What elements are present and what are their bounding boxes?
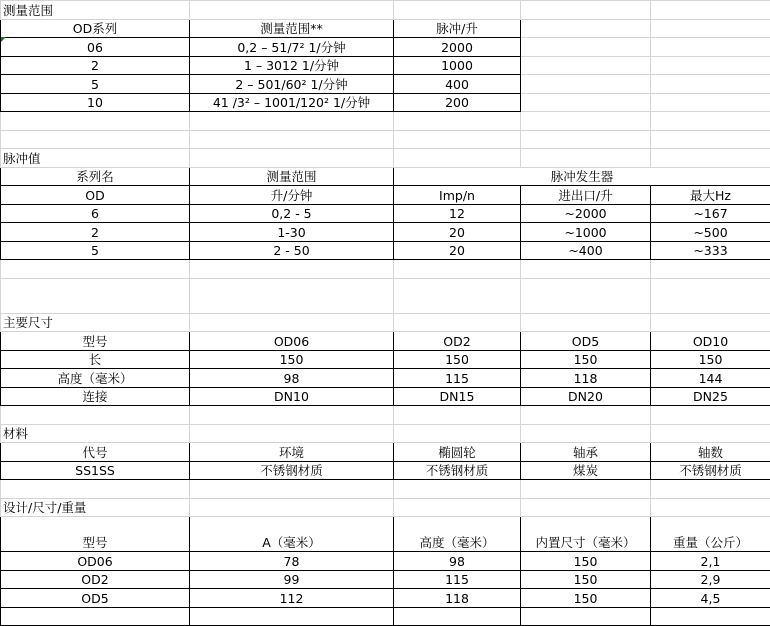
cell[interactable]	[521, 75, 651, 94]
cell[interactable]	[521, 130, 651, 149]
cell[interactable]	[521, 19, 651, 38]
cell[interactable]	[190, 498, 394, 517]
cell[interactable]	[651, 93, 770, 112]
cell[interactable]: 2	[1, 56, 190, 75]
cell[interactable]	[521, 38, 651, 57]
sheet-row	[1, 167, 770, 186]
cell[interactable]: ~167	[651, 204, 770, 223]
header-cell[interactable]: 进出口/升	[521, 186, 651, 205]
cell[interactable]: 4,5	[651, 589, 770, 608]
cell[interactable]	[521, 112, 651, 131]
cell[interactable]	[190, 112, 394, 131]
cell[interactable]: 5	[1, 241, 190, 260]
cell[interactable]: 41 /3² – 1001/120² 1/分钟	[190, 93, 394, 112]
sheet-row	[1, 19, 770, 38]
cell[interactable]: 6	[1, 204, 190, 223]
cell[interactable]: 10	[1, 93, 190, 112]
cell[interactable]: ~500	[651, 223, 770, 242]
cell[interactable]	[394, 1, 521, 20]
cell[interactable]: 150	[521, 570, 651, 589]
cell[interactable]: DN25	[651, 387, 770, 406]
header-cell[interactable]: 内置尺寸（毫米）	[521, 517, 651, 552]
cell[interactable]	[651, 278, 770, 313]
cell[interactable]	[1, 607, 190, 626]
cell[interactable]	[190, 278, 394, 313]
cell[interactable]: DN20	[521, 387, 651, 406]
cell[interactable]: 144	[651, 369, 770, 388]
cell[interactable]	[394, 498, 521, 517]
cell[interactable]	[394, 406, 521, 425]
cell[interactable]	[394, 480, 521, 499]
cell[interactable]: 煤炭	[521, 461, 651, 480]
cell[interactable]	[521, 278, 651, 313]
header-cell[interactable]: OD2	[394, 332, 521, 351]
cell[interactable]	[1, 112, 190, 131]
cell[interactable]: 2000	[394, 38, 521, 57]
cell[interactable]: 不锈钢材质	[190, 461, 394, 480]
sheet-row	[1, 607, 770, 626]
section-title-main-dimensions[interactable]: 主要尺寸	[1, 313, 190, 332]
sheet-row	[1, 406, 770, 425]
cell[interactable]	[190, 313, 394, 332]
cell[interactable]	[651, 480, 770, 499]
cell[interactable]: 5	[1, 75, 190, 94]
cell[interactable]	[190, 149, 394, 168]
cell[interactable]: 长	[1, 350, 190, 369]
cell[interactable]: 118	[394, 589, 521, 608]
header-cell[interactable]: 升/分钟	[190, 186, 394, 205]
table-row	[1, 332, 770, 351]
cell[interactable]	[651, 19, 770, 38]
cell[interactable]: 20	[394, 241, 521, 260]
cell[interactable]: 2	[1, 223, 190, 242]
header-cell[interactable]: OD系列	[1, 19, 190, 38]
cell[interactable]: 112	[190, 589, 394, 608]
cell[interactable]	[651, 130, 770, 149]
header-cell[interactable]: 轴承	[521, 443, 651, 462]
table-row	[1, 241, 770, 260]
cell[interactable]: 06	[1, 38, 190, 57]
cell[interactable]: 2,9	[651, 570, 770, 589]
header-cell[interactable]: OD	[1, 186, 190, 205]
cell[interactable]	[190, 607, 394, 626]
cell[interactable]	[651, 75, 770, 94]
section-title-measure-range[interactable]: 测量范围	[1, 1, 190, 20]
header-cell[interactable]: 环境	[190, 443, 394, 462]
cell[interactable]: 78	[190, 552, 394, 571]
cell[interactable]: ~1000	[521, 223, 651, 242]
cell[interactable]	[190, 260, 394, 279]
cell[interactable]: 1000	[394, 56, 521, 75]
sheet-row	[1, 424, 770, 443]
cell[interactable]	[651, 498, 770, 517]
cell[interactable]	[394, 130, 521, 149]
table-row	[1, 387, 770, 406]
cell[interactable]	[521, 1, 651, 20]
cell[interactable]: DN15	[394, 387, 521, 406]
cell[interactable]	[521, 424, 651, 443]
cell[interactable]: 150	[651, 350, 770, 369]
cell[interactable]	[651, 424, 770, 443]
sheet-row	[1, 260, 770, 279]
cell[interactable]: 150	[394, 350, 521, 369]
cell[interactable]	[521, 149, 651, 168]
cell[interactable]: 0,2 - 5	[190, 204, 394, 223]
cell[interactable]	[651, 406, 770, 425]
header-cell[interactable]: OD10	[651, 332, 770, 351]
cell[interactable]	[651, 260, 770, 279]
cell[interactable]	[394, 260, 521, 279]
cell[interactable]: ~2000	[521, 204, 651, 223]
sheet-row	[1, 480, 770, 499]
table-row	[1, 75, 770, 94]
cell[interactable]: 150	[521, 350, 651, 369]
table-row	[1, 350, 770, 369]
header-cell-merged[interactable]: 脉冲发生器	[394, 167, 770, 186]
sheet-row	[1, 186, 770, 205]
sheet-row	[1, 313, 770, 332]
header-cell[interactable]: Imp/n	[394, 186, 521, 205]
cell[interactable]: 1-30	[190, 223, 394, 242]
cell[interactable]	[651, 1, 770, 20]
table-row	[1, 461, 770, 480]
cell[interactable]: 2,1	[651, 552, 770, 571]
table-row	[1, 443, 770, 462]
cell[interactable]: 98	[190, 369, 394, 388]
table-row	[1, 369, 770, 388]
cell[interactable]: 高度（毫米）	[1, 369, 190, 388]
header-cell[interactable]: 系列名	[1, 167, 190, 186]
cell[interactable]: 2 – 501/60² 1/分钟	[190, 75, 394, 94]
cell[interactable]	[394, 149, 521, 168]
cell[interactable]: ~333	[651, 241, 770, 260]
header-cell[interactable]: 型号	[1, 332, 190, 351]
cell[interactable]: 20	[394, 223, 521, 242]
cell[interactable]: 99	[190, 570, 394, 589]
cell[interactable]	[394, 112, 521, 131]
header-cell[interactable]: 椭圆轮	[394, 443, 521, 462]
cell[interactable]	[394, 313, 521, 332]
sheet-row	[1, 149, 770, 168]
cell[interactable]: 150	[190, 350, 394, 369]
table-row	[1, 517, 770, 552]
cell[interactable]: 400	[394, 75, 521, 94]
cell[interactable]	[1, 406, 190, 425]
cell[interactable]: 98	[394, 552, 521, 571]
table-row	[1, 552, 770, 571]
cell[interactable]	[651, 112, 770, 131]
header-cell[interactable]: 测量范围	[190, 167, 394, 186]
table-row	[1, 204, 770, 223]
section-title-material[interactable]: 材料	[1, 424, 190, 443]
cell[interactable]	[190, 1, 394, 20]
cell[interactable]	[394, 607, 521, 626]
table-row	[1, 56, 770, 75]
cell[interactable]: 115	[394, 570, 521, 589]
cell[interactable]: 连接	[1, 387, 190, 406]
table-row	[1, 570, 770, 589]
cell[interactable]	[651, 56, 770, 75]
cell[interactable]: OD06	[1, 552, 190, 571]
header-cell[interactable]: A（毫米）	[190, 517, 394, 552]
table-row	[1, 589, 770, 608]
cell[interactable]	[651, 38, 770, 57]
section-title-pulse-value[interactable]: 脉冲值	[1, 149, 190, 168]
sheet-row	[1, 498, 770, 517]
table-row	[1, 223, 770, 242]
cell[interactable]	[1, 278, 190, 313]
header-cell[interactable]: 型号	[1, 517, 190, 552]
cell[interactable]: 118	[521, 369, 651, 388]
header-cell[interactable]: OD06	[190, 332, 394, 351]
cell[interactable]: OD2	[1, 570, 190, 589]
cell[interactable]	[190, 406, 394, 425]
cell[interactable]: SS1SS	[1, 461, 190, 480]
cell[interactable]: 1 – 3012 1/分钟	[190, 56, 394, 75]
cell[interactable]	[521, 56, 651, 75]
sheet-row	[1, 130, 770, 149]
cell[interactable]	[651, 313, 770, 332]
cell[interactable]: 150	[521, 589, 651, 608]
header-cell[interactable]: 最大Hz	[651, 186, 770, 205]
cell[interactable]: 115	[394, 369, 521, 388]
cell[interactable]	[521, 480, 651, 499]
cell[interactable]	[521, 313, 651, 332]
sheet-row	[1, 278, 770, 313]
cell[interactable]	[394, 424, 521, 443]
cell[interactable]: 150	[521, 552, 651, 571]
cell[interactable]	[521, 260, 651, 279]
cell[interactable]	[521, 607, 651, 626]
cell[interactable]: 12	[394, 204, 521, 223]
header-cell[interactable]: 代号	[1, 443, 190, 462]
cell[interactable]	[521, 406, 651, 425]
header-cell[interactable]: OD5	[521, 332, 651, 351]
cell[interactable]: 不锈钢材质	[394, 461, 521, 480]
cell[interactable]: DN10	[190, 387, 394, 406]
cell[interactable]	[521, 93, 651, 112]
sheet-row	[1, 1, 770, 20]
header-cell[interactable]: 脉冲/升	[394, 19, 521, 38]
header-cell[interactable]: 轴数	[651, 443, 770, 462]
cell[interactable]: 200	[394, 93, 521, 112]
cell[interactable]: 2 - 50	[190, 241, 394, 260]
header-cell[interactable]: 重量（公斤）	[651, 517, 770, 552]
cell[interactable]	[651, 607, 770, 626]
table-row	[1, 38, 770, 57]
cell[interactable]	[190, 424, 394, 443]
cell[interactable]	[651, 149, 770, 168]
table-row	[1, 93, 770, 112]
cell[interactable]	[1, 480, 190, 499]
cell[interactable]	[394, 278, 521, 313]
sheet-row	[1, 112, 770, 131]
cell[interactable]	[1, 130, 190, 149]
cell[interactable]: OD5	[1, 589, 190, 608]
cell[interactable]	[190, 480, 394, 499]
cell[interactable]: 0,2 – 51/7² 1/分钟	[190, 38, 394, 57]
section-title-design[interactable]: 设计/尺寸/重量	[1, 498, 190, 517]
header-cell[interactable]: 测量范围**	[190, 19, 394, 38]
cell-error-indicator-icon	[1, 37, 6, 42]
cell[interactable]: 不锈钢材质	[651, 461, 770, 480]
cell[interactable]	[521, 498, 651, 517]
cell[interactable]	[190, 130, 394, 149]
cell[interactable]: ~400	[521, 241, 651, 260]
header-cell[interactable]: 高度（毫米）	[394, 517, 521, 552]
cell[interactable]	[1, 260, 190, 279]
